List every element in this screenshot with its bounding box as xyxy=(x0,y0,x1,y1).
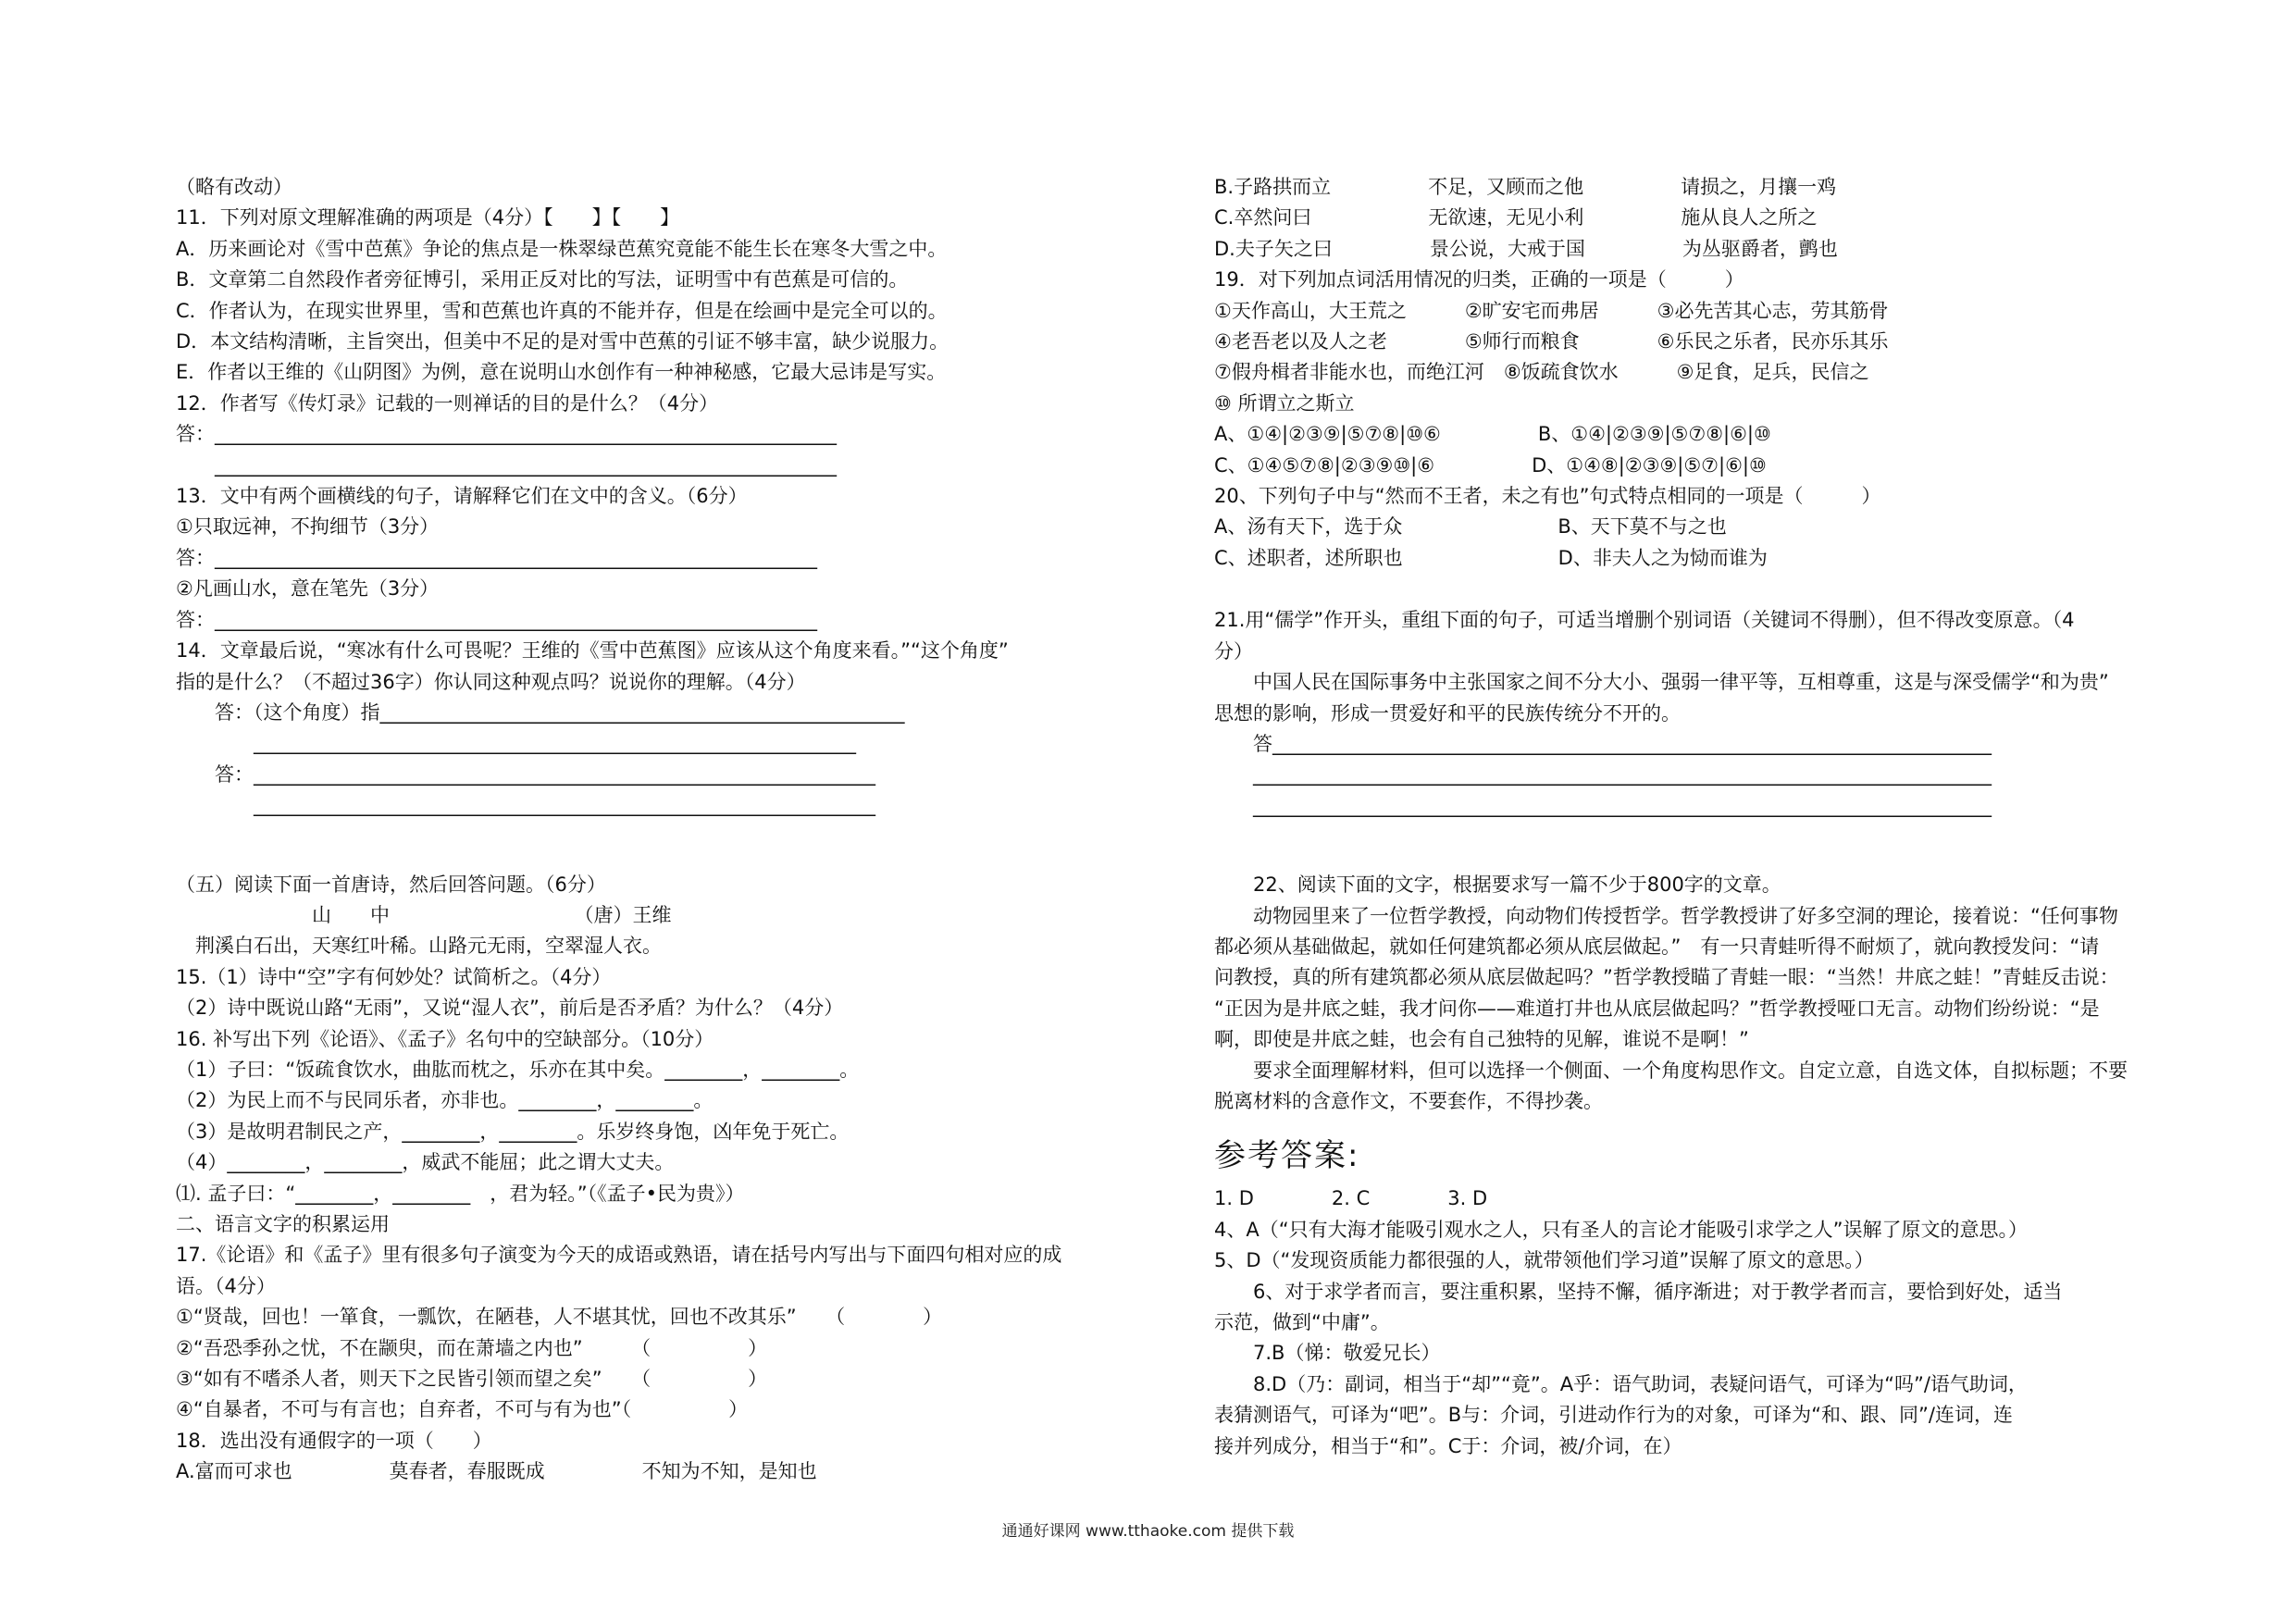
text-line: 中国人民在国际事务中主张国家之间不分大小、强弱一律平等，互相尊重，这是与深受儒学“和为贵” xyxy=(1214,671,2109,694)
text-line: B．文章第二自然段作者旁征博引，采用正反对比的写法，证明雪中有芭蕉是可信的。 xyxy=(176,268,909,291)
spacer xyxy=(176,822,1129,870)
left-column xyxy=(176,172,1129,1488)
text-line: 二、语言文字的积累运用 xyxy=(176,1213,390,1235)
text-line: D．本文结构清晰，主旨突出，但美中不足的是对雪中芭蕉的引证不够丰富，缺少说服力。 xyxy=(176,330,949,353)
text-line: 思想的影响，形成一贯爱好和平的民族传统分不开的。 xyxy=(1214,701,1681,725)
text-line: 1. D 2. C 3. D xyxy=(1214,1187,1488,1210)
text-line: 答：______________________________________________________________ xyxy=(176,546,817,569)
left-section-b xyxy=(176,870,1129,1488)
text-line: 20、下列句子中与“然而不王者，未之有也”句式特点相同的一项是（ ） xyxy=(1214,485,1881,508)
text-line: 荆溪白石出，天寒红叶稀。山路元无雨，空翠湿人衣。 xyxy=(176,935,662,958)
text-line: 6、对于求学者而言，要注重积累，坚持不懈，循序渐进；对于教学者而言，要恰到好处，适当 xyxy=(1214,1280,2063,1303)
right-column xyxy=(1214,172,2186,1462)
text-line: 脱离材料的含意作文，不要套作，不得抄袭。 xyxy=(1214,1089,1603,1112)
text-line: 22、阅读下面的文字，根据要求写一篇不少于800字的文章。 xyxy=(1214,873,1781,897)
text-line: 13．文中有两个画横线的句子，请解释它们在文中的含义。（6分） xyxy=(176,485,748,508)
text-line: ④老吾老以及人之老 ⑤师行而粮食 ⑥乐民之乐者，民亦乐其乐 xyxy=(1214,330,1889,353)
text-line: 12．作者写《传灯录》记载的一则禅话的目的是什么？（4分） xyxy=(176,391,719,415)
text-line: 16. 补写出下列《论语》、《孟子》名句中的空缺部分。（10分） xyxy=(176,1027,714,1050)
text-line: ①只取远神，不拘细节（3分） xyxy=(176,515,440,539)
text-line: 答：________________________________________________________________ xyxy=(176,762,875,786)
text-line: （五）阅读下面一首唐诗，然后回答问题。（6分） xyxy=(176,873,606,896)
text-line: 5、D（“发现资质能力都很强的人，就带领他们学习道”误解了原文的意思。） xyxy=(1214,1249,1874,1272)
text-line: ⑦假舟楫者非能水也，而绝江河 ⑧饭疏食饮水 ⑨足食，足兵，民信之 xyxy=(1214,361,1869,384)
page-footer: 通通好课网 www.tthaoke.com 提供下载 xyxy=(1001,1522,1295,1541)
spacer xyxy=(1214,574,2186,605)
text-line: 7.B（悌：敬爱兄长） xyxy=(1214,1342,1441,1365)
text-line: 11．下列对原文理解准确的两项是（4分）【 】【 】 xyxy=(176,206,680,229)
text-line: 4、A（“只有大海才能吸引观水之人，只有圣人的言论才能吸引求学之人”误解了原文的意思。） xyxy=(1214,1218,2028,1241)
text-line: 答：______________________________________________________________ xyxy=(176,608,817,631)
text-line: ①天作高山，大王荒之 ②旷安宅而弗居 ③必先苦其心志，劳其筋骨 xyxy=(1214,299,1889,322)
text-line: 答：（这个角度）指______________________________________________________ xyxy=(176,700,905,724)
text-line: C、述职者，述所职也 D、非夫人之为恸而谁为 xyxy=(1214,546,1768,569)
text-line: （2）诗中既说山路“无雨”，又说“湿人衣”，前后是否矛盾？为什么？（4分） xyxy=(176,997,844,1020)
text-line: ⑴. 孟子曰：“________，________ ，君为轻。”（《孟子•民为贵》） xyxy=(176,1182,745,1205)
text-line: A.富而可求也 莫春者，春服既成 不知为不知，是知也 xyxy=(176,1460,817,1483)
text-line: 都必须从基础做起，就如任何建筑都必须从底层做起。” 有一只青蛙听得不耐烦了，就向教授发问：“请 xyxy=(1214,935,2100,958)
text-line: A、汤有天下，选于众 B、天下莫不与之也 xyxy=(1214,515,1727,539)
text-line: 啊，即使是井底之蛙，也会有自己独特的见解，谁说不是啊！” xyxy=(1214,1028,1749,1051)
text-line: ②凡画山水，意在笔先（3分） xyxy=(176,577,440,601)
text-line: 21.用“儒学”作开头，重组下面的句子，可适当增删个别词语（关键词不得删），但不得改变原意。（4 xyxy=(1214,609,2075,632)
text-line: ________________________________________________________________ xyxy=(176,453,837,477)
text-line: C.卒然问曰 无欲速，无见小利 施从良人之所之 xyxy=(1214,206,1818,229)
text-line: ③“如有不嗜杀人者，则天下之民皆引领而望之矣” （ ） xyxy=(176,1368,768,1391)
text-line: 分） xyxy=(1214,639,1253,663)
text-line: 14．文章最后说，“寒冰有什么可畏呢？王维的《雪中芭蕉图》应该从这个角度来看。”“这个角度” xyxy=(176,639,1009,663)
text-line: （略有改动） xyxy=(176,176,292,198)
text-line: 要求全面理解材料，但可以选择一个侧面、一个角度构思作文。自定立意，自选文体，自拟标题；不要 xyxy=(1214,1059,2128,1082)
text-line: 19．对下列加点词活用情况的归类，正确的一项是（ ） xyxy=(1214,268,1744,291)
right-section-c xyxy=(1214,870,2186,1117)
answers-heading: 参考答案: xyxy=(1214,1137,1360,1175)
text-line: （3）是故明君制民之产，________，________。乐岁终身饱，凶年免于死亡。 xyxy=(176,1120,850,1143)
text-line: （2）为民上而不与民同乐者，亦非也。________，________。 xyxy=(176,1089,714,1112)
text-line: 动物园里来了一位哲学教授，向动物们传授哲学。哲学教授讲了好多空洞的理论，接着说：“任何事物 xyxy=(1214,904,2118,927)
text-line: C．作者认为，在现实世界里，雪和芭蕉也许真的不能并存，但是在绘画中是完全可以的。 xyxy=(176,299,948,322)
text-line: 问教授，真的所有建筑都必须从底层做起吗？”哲学教授瞄了青蛙一眼：“当然！井底之蛙！”青蛙反击说： xyxy=(1214,966,2119,989)
text-line: 17.《论语》和《孟子》里有很多句子演变为今天的成语或熟语，请在括号内写出与下面四句相对应的成 xyxy=(176,1244,1062,1267)
text-line: ⑩ 所谓立之斯立 xyxy=(1214,391,1355,415)
text-line: 8.D（乃：副词，相当于“却”“竟”。A乎：语气助词，表疑问语气，可译为“吗”/语气助词， xyxy=(1214,1372,2028,1395)
text-line: A．历来画论对《雪中芭蕉》争论的焦点是一株翠绿芭蕉究竟能不能生长在寒冬大雪之中。 xyxy=(176,237,948,260)
text-line: 山 中 （唐）王维 xyxy=(176,903,672,926)
text-line: 接并列成分，相当于“和”。C于：介词，被/介词，在） xyxy=(1214,1434,1682,1457)
answers-section xyxy=(1214,1183,2186,1462)
text-line: 表猜测语气，可译为“吧”。B与：介词，引进动作行为的对象，可译为“和、跟、同”/连词，连 xyxy=(1214,1404,2013,1427)
text-line: 18．选出没有通假字的一项（ ） xyxy=(176,1429,492,1452)
text-line: 语。（4分） xyxy=(176,1274,276,1297)
text-line: A、①④|②③⑨|⑤⑦⑧|⑩⑥ B、①④|②③⑨|⑤⑦⑧|⑥|⑩ xyxy=(1214,423,1771,446)
right-section-a xyxy=(1214,172,2186,574)
text-line: ______________________________________________________________ xyxy=(176,732,856,755)
right-section-b xyxy=(1214,605,2186,822)
text-line: “正因为是井底之蛙，我才问你——难道打井也从底层做起吗？”哲学教授哑口无言。动物们纷纷说：“是 xyxy=(1214,997,2100,1020)
text-line: ④“自暴者，不可与有言也；自弃者，不可与有为也”（ ） xyxy=(176,1398,749,1421)
text-line: 15.（1）诗中“空”字有何妙处？试简析之。（4分） xyxy=(176,965,612,988)
text-line: 指的是什么？（不超过36字）你认同这种观点吗？说说你的理解。（4分） xyxy=(176,670,806,693)
left-section-a xyxy=(176,172,1129,822)
text-line: 答：________________________________________________________________ xyxy=(176,423,837,446)
text-line: ____________________________________________________________________________ xyxy=(1214,794,1992,817)
text-line: （4）________，________，威武不能屈；此之谓大丈夫。 xyxy=(176,1151,675,1174)
text-line: ________________________________________________________________ xyxy=(176,794,875,817)
text-line: ①“贤哉，回也！一箪食，一瓢饮，在陋巷，人不堪其忧，回也不改其乐” （ ） xyxy=(176,1306,943,1329)
text-line: 答__________________________________________________________________________ xyxy=(1214,732,1992,755)
text-line: B.子路拱而立 不足，又顾而之他 请损之，月攘一鸡 xyxy=(1214,176,1837,198)
text-line: 示范，做到“中庸”。 xyxy=(1214,1311,1390,1333)
text-line: （1）子曰：“饭疏食饮水，曲肱而枕之，乐亦在其中矣。________，________。 xyxy=(176,1058,860,1081)
text-line: E．作者以王维的《山阴图》为例，意在说明山水创作有一种神秘感，它最大忌讳是写实。 xyxy=(176,361,947,384)
spacer xyxy=(1214,822,2186,870)
text-line: D.夫子矢之曰 景公说，大戒于国 为丛驱爵者，鹯也 xyxy=(1214,237,1838,260)
text-line: ②“吾恐季孙之忧，不在颛臾，而在萧墙之内也” （ ） xyxy=(176,1336,768,1359)
text-line: ____________________________________________________________________________ xyxy=(1214,763,1992,787)
text-line: C、①④⑤⑦⑧|②③⑨⑩|⑥ D、①④⑧|②③⑨|⑤⑦|⑥|⑩ xyxy=(1214,453,1767,477)
